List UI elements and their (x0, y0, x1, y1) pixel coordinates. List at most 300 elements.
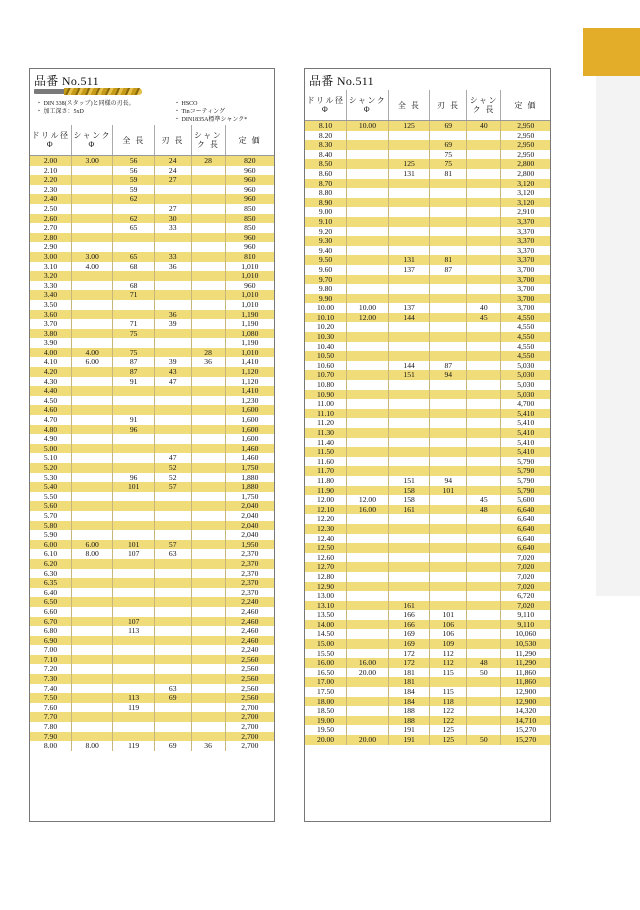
shank-length-cell (467, 543, 501, 553)
drill-diameter-cell: 4.70 (30, 415, 71, 425)
flute-length-cell: 106 (430, 629, 467, 639)
shank-diameter-cell (71, 194, 112, 204)
overall-length-cell (388, 236, 430, 246)
list-price-cell: 6,640 (501, 543, 550, 553)
shank-length-cell (467, 342, 501, 352)
overall-length-cell: 125 (388, 159, 430, 169)
flute-length-cell (430, 428, 467, 438)
table-row (305, 390, 550, 400)
list-price-cell: 3,700 (501, 265, 550, 275)
overall-length-cell (388, 227, 430, 237)
table-row (305, 677, 550, 687)
table-row (30, 521, 274, 531)
shank-length-cell: 28 (191, 348, 225, 358)
flute-length-cell: 109 (430, 639, 467, 649)
list-price-cell: 1,080 (225, 329, 274, 339)
overall-length-cell (113, 242, 154, 252)
list-price-cell: 2,040 (225, 501, 274, 511)
shank-diameter-cell (347, 140, 389, 150)
flute-length-cell (154, 185, 191, 195)
flute-length-cell: 52 (154, 473, 191, 483)
overall-length-cell (388, 553, 430, 563)
drill-diameter-cell: 2.10 (30, 166, 71, 176)
flute-length-cell: 125 (430, 735, 467, 745)
list-price-cell: 3,370 (501, 227, 550, 237)
flute-length-cell (154, 617, 191, 627)
shank-diameter-cell (71, 569, 112, 579)
flute-length-cell (154, 597, 191, 607)
drill-diameter-cell: 9.60 (305, 265, 347, 275)
overall-length-cell (113, 530, 154, 540)
shank-length-cell (191, 578, 225, 588)
overall-length-cell (388, 447, 430, 457)
overall-length-cell: 131 (388, 169, 430, 179)
shank-length-cell (191, 617, 225, 627)
flute-length-cell (154, 405, 191, 415)
flute-length-cell (430, 572, 467, 582)
shank-diameter-cell (71, 290, 112, 300)
shank-diameter-cell (71, 386, 112, 396)
shank-length-cell (467, 236, 501, 246)
drill-diameter-cell: 6.60 (30, 607, 71, 617)
overall-length-cell: 161 (388, 505, 430, 515)
table-row (30, 463, 274, 473)
shank-diameter-cell (71, 693, 112, 703)
shank-length-cell (467, 677, 501, 687)
table-row (30, 597, 274, 607)
overall-length-cell: 101 (113, 482, 154, 492)
shank-length-cell (191, 655, 225, 665)
list-price-cell: 7,020 (501, 553, 550, 563)
overall-length-cell: 137 (388, 265, 430, 275)
table-row (305, 332, 550, 342)
overall-length-cell (113, 492, 154, 502)
overall-length-cell (388, 534, 430, 544)
flute-length-cell: 69 (430, 140, 467, 150)
table-row (30, 684, 274, 694)
overall-length-cell: 188 (388, 706, 430, 716)
drill-diameter-cell: 6.90 (30, 636, 71, 646)
shank-diameter-cell (347, 159, 389, 169)
overall-length-cell: 59 (113, 185, 154, 195)
shank-diameter-cell (347, 725, 389, 735)
list-price-cell: 2,560 (225, 693, 274, 703)
flute-length-cell (154, 578, 191, 588)
flute-length-cell: 27 (154, 175, 191, 185)
table-row (30, 175, 274, 185)
shank-length-cell (191, 511, 225, 521)
list-price-cell: 7,020 (501, 582, 550, 592)
shank-diameter-cell (71, 434, 112, 444)
drill-diameter-cell: 15.50 (305, 649, 347, 659)
overall-length-cell: 184 (388, 697, 430, 707)
shank-diameter-cell (71, 367, 112, 377)
flute-length-cell: 63 (154, 684, 191, 694)
flute-length-cell (154, 664, 191, 674)
overall-length-cell (388, 438, 430, 448)
drill-diameter-cell: 7.40 (30, 684, 71, 694)
shank-diameter-cell (71, 166, 112, 176)
shank-length-cell: 48 (467, 505, 501, 515)
shank-length-cell (467, 706, 501, 716)
shank-diameter-cell (71, 530, 112, 540)
shank-diameter-cell (347, 207, 389, 217)
panel-title: 品番 No.511 (34, 74, 99, 88)
list-price-cell: 5,410 (501, 409, 550, 419)
drill-diameter-cell: 8.70 (305, 179, 347, 189)
table-row (30, 290, 274, 300)
table-row (305, 629, 550, 639)
overall-length-cell (113, 386, 154, 396)
shank-length-cell (191, 693, 225, 703)
table-row (305, 687, 550, 697)
flute-length-cell (430, 495, 467, 505)
shank-diameter-cell (347, 601, 389, 611)
flute-length-cell (154, 281, 191, 291)
drill-diameter-cell: 2.30 (30, 185, 71, 195)
overall-length-cell (113, 684, 154, 694)
list-price-cell: 4,550 (501, 332, 550, 342)
drill-diameter-cell: 8.50 (305, 159, 347, 169)
drill-diameter-cell: 6.80 (30, 626, 71, 636)
drill-diameter-cell: 9.30 (305, 236, 347, 246)
flute-length-cell (154, 674, 191, 684)
list-price-cell: 7,020 (501, 572, 550, 582)
flute-length-cell (430, 380, 467, 390)
shank-length-cell (467, 140, 501, 150)
shank-length-cell (467, 572, 501, 582)
shank-diameter-cell (347, 687, 389, 697)
overall-length-cell (113, 300, 154, 310)
flute-length-cell (154, 194, 191, 204)
list-price-cell: 2,560 (225, 664, 274, 674)
shank-diameter-cell (347, 265, 389, 275)
table-row (30, 693, 274, 703)
shank-diameter-cell: 10.00 (347, 121, 389, 131)
shank-length-cell (191, 271, 225, 281)
flute-length-cell (430, 553, 467, 563)
drill-diameter-cell: 19.50 (305, 725, 347, 735)
shank-length-cell (467, 639, 501, 649)
shank-length-cell (467, 150, 501, 160)
flute-length-cell: 57 (154, 540, 191, 550)
overall-length-cell: 107 (113, 617, 154, 627)
drill-diameter-cell: 8.20 (305, 131, 347, 141)
table-row (30, 722, 274, 732)
flute-length-cell (154, 607, 191, 617)
list-price-cell: 2,700 (225, 703, 274, 713)
list-price-cell: 2,460 (225, 626, 274, 636)
drill-diameter-cell: 6.10 (30, 549, 71, 559)
overall-length-cell (388, 188, 430, 198)
shank-length-cell (191, 444, 225, 454)
overall-length-cell: 144 (388, 361, 430, 371)
drill-flute (64, 88, 142, 95)
drill-diameter-cell: 10.40 (305, 342, 347, 352)
drill-diameter-cell: 9.70 (305, 275, 347, 285)
shank-diameter-cell (71, 444, 112, 454)
overall-length-cell: 119 (113, 703, 154, 713)
drill-diameter-cell: 11.50 (305, 447, 347, 457)
table-row (30, 674, 274, 684)
drill-diameter-cell: 9.80 (305, 284, 347, 294)
overall-length-cell (113, 463, 154, 473)
list-price-cell: 1,460 (225, 444, 274, 454)
list-price-cell: 2,560 (225, 684, 274, 694)
shank-diameter-cell: 16.00 (347, 658, 389, 668)
shank-diameter-cell (71, 415, 112, 425)
list-price-cell: 3,370 (501, 236, 550, 246)
list-price-cell: 5,030 (501, 380, 550, 390)
shank-length-cell (191, 559, 225, 569)
table-row (30, 338, 274, 348)
drill-diameter-cell: 4.10 (30, 357, 71, 367)
list-price-cell: 2,240 (225, 645, 274, 655)
shank-length-cell (467, 418, 501, 428)
flute-length-cell (154, 501, 191, 511)
table-row (305, 351, 550, 361)
shank-length-cell (467, 591, 501, 601)
drill-diameter-cell: 7.20 (30, 664, 71, 674)
spec-note: ・ DIN1835A標準シャンク* (174, 117, 248, 123)
shank-length-cell (191, 597, 225, 607)
drill-diameter-cell: 13.10 (305, 601, 347, 611)
table-row (30, 386, 274, 396)
shank-length-cell: 28 (191, 156, 225, 166)
drill-diameter-cell: 4.30 (30, 377, 71, 387)
spec-note: ・ 加工深さ：5xD (36, 109, 84, 115)
flute-length-cell (154, 434, 191, 444)
drill-diameter-cell: 14.50 (305, 629, 347, 639)
overall-length-cell: 166 (388, 620, 430, 630)
shank-diameter-cell (71, 463, 112, 473)
drill-diameter-cell: 2.50 (30, 204, 71, 214)
shank-length-cell (191, 300, 225, 310)
list-price-cell: 2,370 (225, 549, 274, 559)
table-row (305, 380, 550, 390)
shank-diameter-cell: 8.00 (71, 741, 112, 751)
shank-length-cell (467, 514, 501, 524)
overall-length-cell (113, 405, 154, 415)
shank-diameter-cell (347, 342, 389, 352)
drill-diameter-cell: 13.50 (305, 610, 347, 620)
overall-length-cell: 131 (388, 255, 430, 265)
flute-length-cell (430, 524, 467, 534)
overall-length-cell: 62 (113, 214, 154, 224)
drill-diameter-cell: 2.90 (30, 242, 71, 252)
shank-length-cell (467, 217, 501, 227)
table-row (305, 217, 550, 227)
flute-length-cell (430, 179, 467, 189)
drill-diameter-cell: 11.80 (305, 476, 347, 486)
drill-diameter-cell: 13.00 (305, 591, 347, 601)
flute-length-cell: 75 (430, 150, 467, 160)
flute-length-cell: 52 (154, 463, 191, 473)
flute-length-cell: 112 (430, 649, 467, 659)
shank-length-cell (191, 684, 225, 694)
overall-length-cell (113, 444, 154, 454)
drill-diameter-cell: 17.50 (305, 687, 347, 697)
shank-length-cell (191, 290, 225, 300)
flute-length-cell: 69 (154, 693, 191, 703)
flute-length-cell: 63 (154, 549, 191, 559)
overall-length-cell (388, 399, 430, 409)
overall-length-cell (388, 150, 430, 160)
price-table (305, 90, 550, 745)
shank-diameter-cell: 20.00 (347, 668, 389, 678)
flute-length-cell (430, 188, 467, 198)
flute-length-cell (430, 505, 467, 515)
list-price-cell: 6,640 (501, 524, 550, 534)
shank-diameter-cell (347, 457, 389, 467)
flute-length-cell: 36 (154, 262, 191, 272)
shank-length-cell (467, 284, 501, 294)
shank-diameter-cell (71, 588, 112, 598)
flute-length-cell (430, 543, 467, 553)
flute-length-cell (430, 217, 467, 227)
drill-diameter-cell: 5.70 (30, 511, 71, 521)
table-row (30, 511, 274, 521)
drill-bit-image (34, 87, 144, 96)
flute-length-cell: 69 (430, 121, 467, 131)
shank-diameter-cell (347, 227, 389, 237)
drill-diameter-cell: 7.30 (30, 674, 71, 684)
table-row (30, 166, 274, 176)
drill-diameter-cell: 8.00 (30, 741, 71, 751)
overall-length-cell: 191 (388, 725, 430, 735)
shank-length-cell (467, 620, 501, 630)
flute-length-cell: 125 (430, 725, 467, 735)
shank-diameter-cell: 6.00 (71, 540, 112, 550)
shank-diameter-cell (71, 492, 112, 502)
table-row (305, 562, 550, 572)
overall-length-cell (388, 428, 430, 438)
list-price-cell: 2,700 (225, 722, 274, 732)
table-row (30, 319, 274, 329)
shank-diameter-cell (347, 524, 389, 534)
list-price-cell: 1,190 (225, 310, 274, 320)
shank-length-cell (467, 207, 501, 217)
overall-length-cell: 113 (113, 693, 154, 703)
overall-length-cell (113, 569, 154, 579)
overall-length-cell (113, 453, 154, 463)
shank-diameter-cell (71, 338, 112, 348)
shank-length-cell (191, 396, 225, 406)
flute-length-cell: 81 (430, 255, 467, 265)
list-price-cell: 5,790 (501, 476, 550, 486)
list-price-cell: 1,230 (225, 396, 274, 406)
header-drill-diameter: ドリル径 Φ (305, 90, 347, 121)
overall-length-cell: 191 (388, 735, 430, 745)
drill-diameter-cell: 5.30 (30, 473, 71, 483)
drill-diameter-cell: 16.00 (305, 658, 347, 668)
table-row (30, 482, 274, 492)
overall-length-cell: 169 (388, 629, 430, 639)
table-row (305, 591, 550, 601)
overall-length-cell: 65 (113, 252, 154, 262)
shank-diameter-cell (71, 425, 112, 435)
flute-length-cell: 36 (154, 310, 191, 320)
list-price-cell: 1,880 (225, 482, 274, 492)
overall-length-cell (388, 582, 430, 592)
shank-diameter-cell (347, 380, 389, 390)
drill-diameter-cell: 5.50 (30, 492, 71, 502)
table-row (305, 265, 550, 275)
drill-diameter-cell: 10.50 (305, 351, 347, 361)
flute-length-cell (430, 284, 467, 294)
table-row (305, 697, 550, 707)
shank-diameter-cell (347, 438, 389, 448)
overall-length-cell: 169 (388, 639, 430, 649)
table-body (305, 121, 550, 745)
overall-length-cell: 125 (388, 121, 430, 131)
list-price-cell: 2,950 (501, 131, 550, 141)
flute-length-cell: 115 (430, 668, 467, 678)
table-row (30, 415, 274, 425)
shank-diameter-cell (347, 543, 389, 553)
flute-length-cell (154, 242, 191, 252)
overall-length-cell: 188 (388, 716, 430, 726)
shank-diameter-cell (347, 629, 389, 639)
drill-diameter-cell: 19.00 (305, 716, 347, 726)
flute-length-cell (154, 348, 191, 358)
list-price-cell: 1,600 (225, 434, 274, 444)
drill-diameter-cell: 3.80 (30, 329, 71, 339)
drill-diameter-cell: 6.00 (30, 540, 71, 550)
flute-length-cell (154, 511, 191, 521)
list-price-cell: 3,370 (501, 217, 550, 227)
table-row (30, 377, 274, 387)
flute-length-cell: 33 (154, 223, 191, 233)
list-price-cell: 2,800 (501, 169, 550, 179)
list-price-cell: 6,640 (501, 534, 550, 544)
flute-length-cell (430, 418, 467, 428)
drill-diameter-cell: 12.20 (305, 514, 347, 524)
shank-length-cell (191, 175, 225, 185)
page-corner-tab (583, 28, 640, 76)
overall-length-cell: 166 (388, 610, 430, 620)
overall-length-cell (388, 217, 430, 227)
table-row (30, 645, 274, 655)
drill-diameter-cell: 3.50 (30, 300, 71, 310)
shank-diameter-cell: 20.00 (347, 735, 389, 745)
shank-length-cell (191, 377, 225, 387)
shank-diameter-cell (347, 275, 389, 285)
table-row (305, 476, 550, 486)
overall-length-cell: 113 (113, 626, 154, 636)
header-drill-diameter: ドリル径 Φ (30, 125, 71, 156)
flute-length-cell (430, 131, 467, 141)
overall-length-cell: 151 (388, 370, 430, 380)
table-row (305, 361, 550, 371)
shank-length-cell (191, 501, 225, 511)
list-price-cell: 12,900 (501, 697, 550, 707)
drill-diameter-cell: 3.10 (30, 262, 71, 272)
header-list-price: 定 価 (501, 90, 550, 121)
flute-length-cell (430, 342, 467, 352)
shank-diameter-cell (71, 664, 112, 674)
table-row (30, 156, 274, 166)
shank-length-cell (191, 636, 225, 646)
overall-length-cell: 71 (113, 290, 154, 300)
list-price-cell: 960 (225, 242, 274, 252)
shank-diameter-cell: 3.00 (71, 156, 112, 166)
list-price-cell: 3,120 (501, 198, 550, 208)
table-row (305, 303, 550, 313)
table-row (30, 357, 274, 367)
overall-length-cell (388, 524, 430, 534)
shank-length-cell (467, 294, 501, 304)
